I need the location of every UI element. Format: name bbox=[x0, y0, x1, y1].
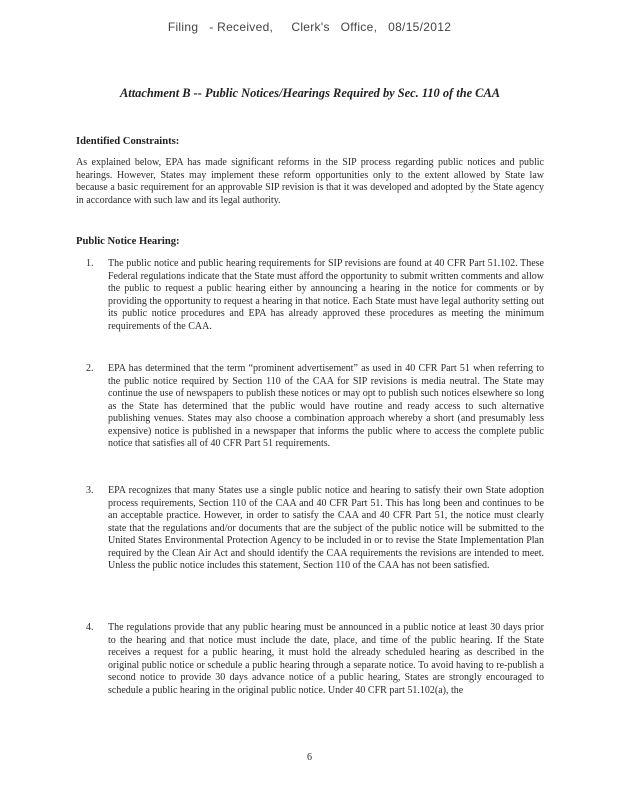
identified-constraints-heading: Identified Constraints: bbox=[76, 136, 180, 147]
list-item-text: EPA has determined that the term “prominent advertisement” as used in 40 CFR Part 51 when referring to the public notice required by Section 110 of the CAA for SIP revisions is media neutral. The State may continue the use of newspapers to publish these notices or may opt to publish such notices elsewhere so long as the State has determined that the public would have routine and ready access to such alternative publishing venues. States may also choose a combination approach whereby a short (and presumably less expensive) notice is published in a newspaper that informs the public where to access the complete public notice that satisfies all of 40 CFR Part 51 requirements. bbox=[108, 363, 544, 449]
list-item-text: The public notice and public hearing requirements for SIP revisions are found at 40 CFR Part 51.102. These Federal regulations indicate that the State must afford the opportunity to submit written comments and allow the public to request a public hearing either by announcing a hearing in the notice for comments or by providing the opportunity to request a hearing in that notice. Each State must have legal authority setting out its public notice procedures and EPA has already approved these procedures as meeting the minimum requirements of the CAA. bbox=[108, 258, 544, 332]
list-item-number: 4. bbox=[86, 622, 94, 633]
identified-constraints-paragraph: As explained below, EPA has made significant reforms in the SIP process regarding public notices and public hearings. However, States may implement these reform opportunities only to the extent allowed by State law because a basic requirement for an approvable SIP revision is that it was developed and adopted by the State agency in accordance with such law and its legal authority. bbox=[76, 157, 544, 206]
list-item-text: The regulations provide that any public hearing must be announced in a public notice at least 30 days prior to the hearing and that notice must include the date, place, and time of the public hearing. If the State receives a request for a public hearing, it must hold the already scheduled hearing as described in the original public notice or schedule a public hearing through a separate notice. To avoid having to re-publish a second notice to provide 30 days advance notice of a public hearing, States are strongly encouraged to schedule a public hearing in the original public notice. Under 40 CFR part 51.102(a), the bbox=[108, 622, 544, 696]
filing-stamp-header: Filing - Received, Clerk's Office, 08/15/2012 bbox=[167, 20, 452, 34]
list-item-number: 1. bbox=[86, 258, 94, 269]
list-item-number: 3. bbox=[86, 485, 94, 496]
document-title: Attachment B -- Public Notices/Hearings Required by Sec. 110 of the CAA bbox=[120, 86, 500, 100]
page-number: 6 bbox=[307, 752, 312, 763]
public-notice-hearing-heading: Public Notice Hearing: bbox=[76, 236, 180, 247]
list-item-text: EPA recognizes that many States use a single public notice and hearing to satisfy their own State adoption process requirements, Section 110 of the CAA and 40 CFR Part 51. This has long been and continues to be an acceptable practice. However, in order to satisfy the CAA and 40 CFR Part 51, the notice must clearly state that the regulations and/or documents that are the subject of the public notice will be submitted to the United States Environmental Protection Agency to be included in or to revise the State Implementation Plan required by the Clean Air Act and should identify the CAA requirements the revisions are intended to meet. Unless the public notice includes this statement, Section 110 of the CAA has not been satisfied. bbox=[108, 485, 544, 571]
list-item-number: 2. bbox=[86, 363, 94, 374]
